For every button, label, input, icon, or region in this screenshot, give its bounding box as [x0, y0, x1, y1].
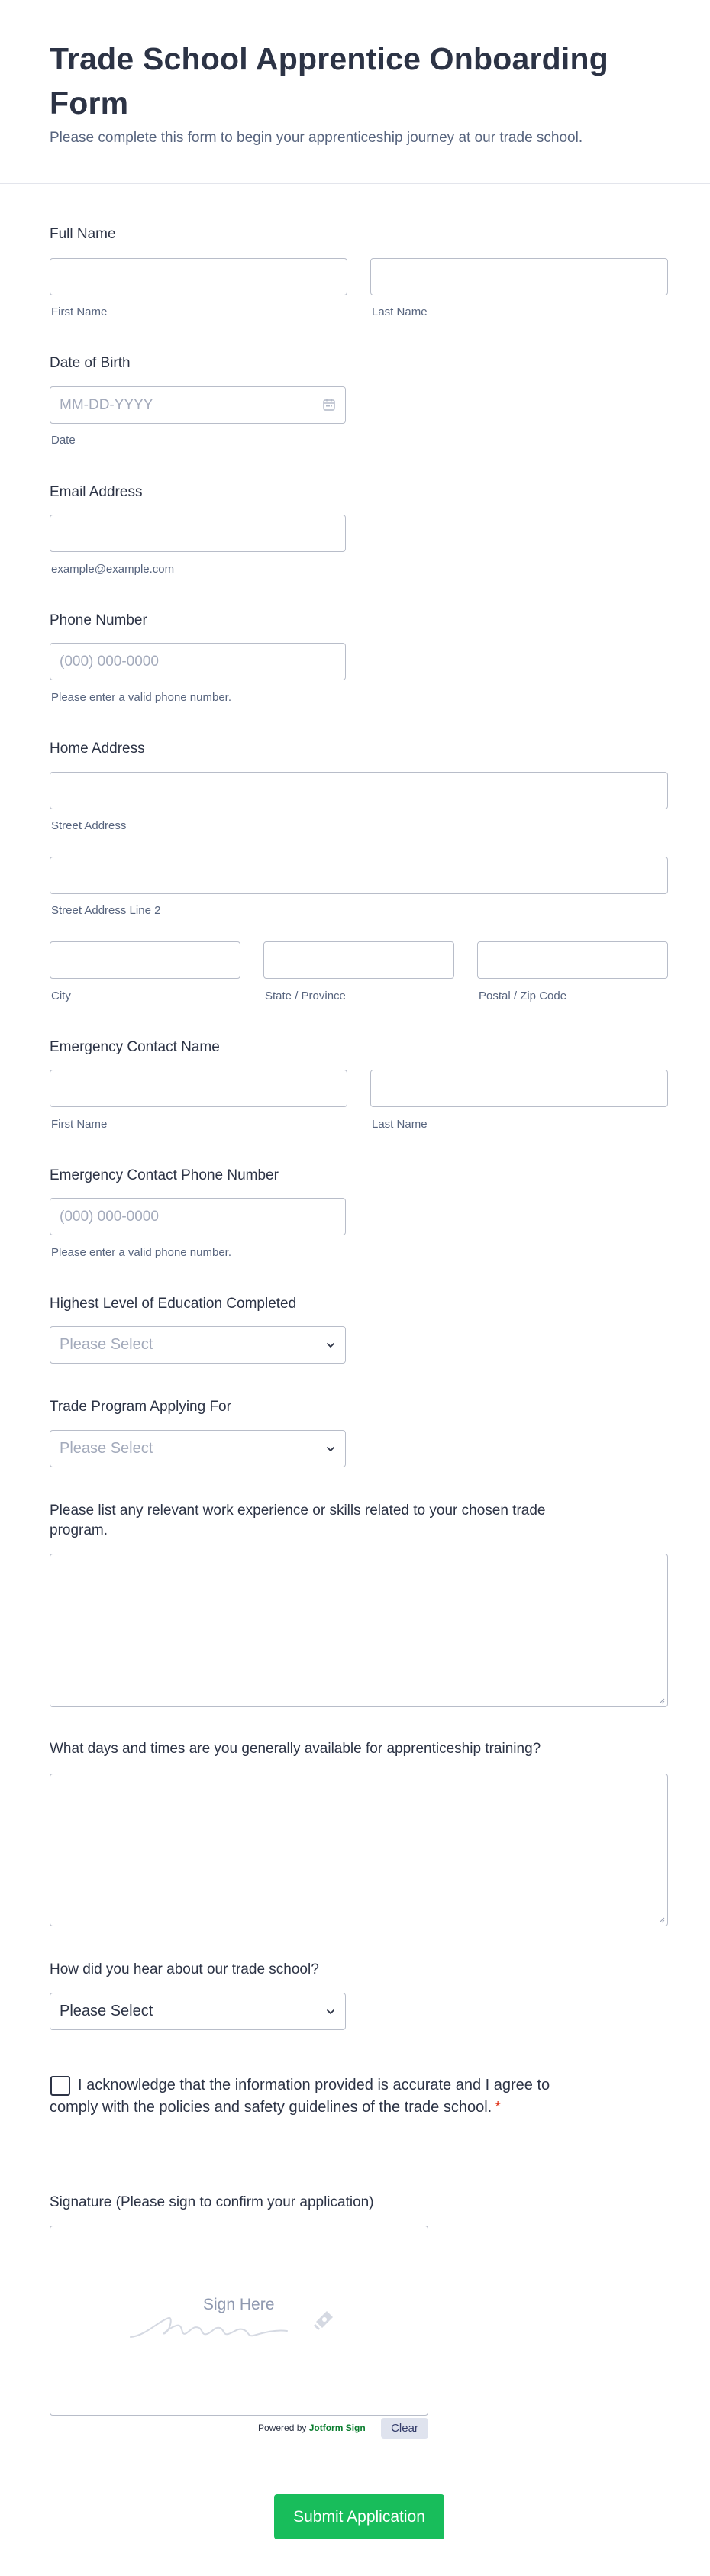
address-label: Home Address: [50, 741, 145, 757]
city-input[interactable]: [50, 941, 240, 979]
email-input[interactable]: [50, 515, 346, 552]
resize-handle-icon[interactable]: [659, 1698, 665, 1704]
emergency-first-name-sublabel: First Name: [51, 1118, 108, 1131]
chevron-down-icon: [325, 2006, 336, 2017]
dob-sublabel: Date: [51, 434, 76, 447]
sign-here-placeholder: Sign Here: [203, 2296, 275, 2313]
dob-placeholder: MM-DD-YYYY: [60, 396, 153, 413]
emergency-name-label: Emergency Contact Name: [50, 1039, 220, 1055]
form-subtitle: Please complete this form to begin your apprenticeship journey at our trade school.: [50, 130, 583, 146]
referral-selected: Please Select: [60, 2003, 153, 2019]
state-sublabel: State / Province: [265, 989, 346, 1002]
emergency-phone-sublabel: Please enter a valid phone number.: [51, 1246, 231, 1259]
acknowledge-text-line1: I acknowledge that the information provided is accurate and I agree to: [78, 2077, 550, 2093]
city-sublabel: City: [51, 989, 71, 1002]
referral-select[interactable]: [50, 1993, 346, 2030]
program-label: Trade Program Applying For: [50, 1399, 231, 1415]
referral-label: How did you hear about our trade school?: [50, 1961, 319, 1977]
state-input[interactable]: [263, 941, 454, 979]
program-select[interactable]: [50, 1430, 346, 1467]
phone-sublabel: Please enter a valid phone number.: [51, 691, 231, 704]
form-title: Trade School Apprentice Onboarding Form: [50, 41, 608, 121]
powered-by-prefix: Powered by: [258, 2423, 307, 2433]
jotform-sign-brand: Jotform Sign: [308, 2423, 366, 2433]
acknowledge-checkbox[interactable]: [50, 2076, 70, 2096]
first-name-sublabel: First Name: [51, 305, 108, 318]
dob-input[interactable]: [50, 386, 346, 424]
form-header: [0, 0, 710, 184]
experience-textarea[interactable]: [50, 1554, 668, 1707]
acknowledge-text-line2-content: comply with the policies and safety guidelines of the trade school.: [50, 2099, 492, 2116]
phone-label: Phone Number: [50, 612, 147, 628]
emergency-first-name-input[interactable]: [50, 1070, 347, 1107]
acknowledge-text-line2: [50, 2097, 501, 2119]
emergency-phone-label: Emergency Contact Phone Number: [50, 1167, 279, 1183]
program-selected: Please Select: [60, 1440, 153, 1457]
phone-input[interactable]: [50, 643, 346, 680]
form-footer: [0, 2465, 710, 2576]
availability-textarea[interactable]: [50, 1774, 668, 1926]
submit-button[interactable]: Submit Application: [274, 2494, 444, 2539]
powered-by: [258, 2423, 366, 2433]
signature-label: Signature (Please sign to confirm your application): [50, 2194, 374, 2210]
full-name-label: Full Name: [50, 226, 116, 242]
education-select[interactable]: [50, 1326, 346, 1364]
email-sublabel: example@example.com: [51, 563, 175, 576]
chevron-down-icon: [325, 1340, 336, 1351]
street-address-sublabel: Street Address: [51, 819, 127, 832]
emergency-last-name-input[interactable]: [370, 1070, 668, 1107]
emergency-phone-input[interactable]: [50, 1198, 346, 1235]
availability-label: What days and times are you generally available for apprenticeship training?: [50, 1741, 541, 1757]
zip-sublabel: Postal / Zip Code: [479, 989, 567, 1002]
resize-handle-icon[interactable]: [659, 1917, 665, 1923]
phone-placeholder: (000) 000-0000: [60, 653, 159, 670]
experience-label-line1: Please list any relevant work experience or skills related to your chosen trade: [50, 1503, 546, 1519]
education-selected: Please Select: [60, 1336, 153, 1353]
required-mark: *: [495, 2099, 502, 2116]
last-name-input[interactable]: [370, 258, 668, 295]
zip-input[interactable]: [477, 941, 668, 979]
chevron-down-icon: [325, 1444, 336, 1454]
street-address-line2-sublabel: Street Address Line 2: [51, 904, 161, 917]
email-label: Email Address: [50, 484, 143, 500]
dob-label: Date of Birth: [50, 355, 131, 371]
first-name-input[interactable]: [50, 258, 347, 295]
last-name-sublabel: Last Name: [372, 305, 428, 318]
experience-label-line2: program.: [50, 1522, 108, 1538]
education-label: Highest Level of Education Completed: [50, 1296, 297, 1312]
signature-clear-button[interactable]: Clear: [381, 2418, 428, 2439]
emergency-last-name-sublabel: Last Name: [372, 1118, 428, 1131]
calendar-icon[interactable]: [322, 398, 336, 412]
signature-pad[interactable]: [50, 2226, 428, 2416]
street-address-line2-input[interactable]: [50, 857, 668, 894]
emergency-phone-placeholder: (000) 000-0000: [60, 1208, 159, 1225]
street-address-input[interactable]: [50, 772, 668, 809]
